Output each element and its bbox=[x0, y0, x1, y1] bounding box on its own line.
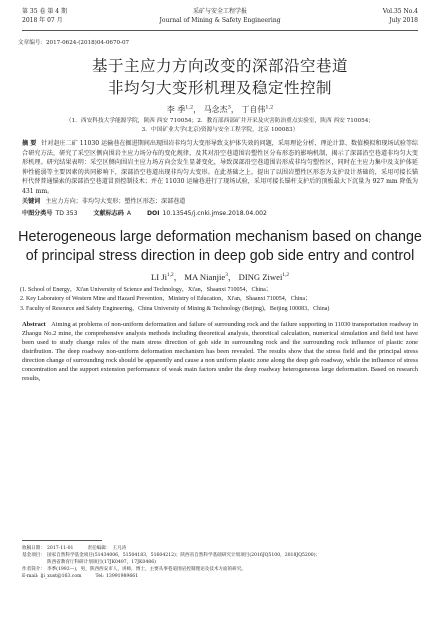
clc-number: 中图分类号 TD 353 bbox=[22, 210, 78, 218]
title-cn-line-1: 基于主应力方向改变的深部沿空巷道 bbox=[91, 57, 348, 75]
author-tel: 13991989661 bbox=[105, 574, 139, 580]
abstract-en-text: Aiming at problems of non-uniform deformation and failure of surrounding rock and the failure supporting in 11030 transportation roadway in Zhaogu No.2 mine, the comprehensive analysis methods including theoretical analysis, theoretical calculation, numerical simulation and field test have been used to study change rules of the main stress direction of gob side in surrounding rock and the surrounding rock influence of plastic zone distribution. The deep roadway non-uniform deformation mechanism has been revealed. The results show that the stress field and the principal stress direction change of surrounding rock should be apparently and cause a non uniform plastic zone along the deep gob roadway, while the influence of stress concentration and the support extension performance of weak main factors under the deep roadway heterogeneous large deformation. Based on research results, bbox=[22, 320, 418, 383]
header-rule bbox=[22, 30, 418, 31]
footnote-fund: 基金项目： 国家自然科学基金项目(51434006，51504183，51604212)；陕西省自然科学基础研究计划项目(2016JQ5100，2018JQ5200)； 陕西省教育厅科研计划项目(17JK0497，17JK0486) bbox=[22, 553, 321, 566]
classification-row bbox=[22, 208, 418, 218]
journal-name-en: Journal of Mining & Safety Engineering bbox=[159, 16, 281, 24]
date-cn: 2018 年 07 月 bbox=[22, 16, 63, 24]
keywords-cn bbox=[22, 197, 418, 207]
title-en-line-2: of principal stress direction in deep gob side entry and control bbox=[25, 248, 415, 265]
title-cn-line-2: 非均匀大变形机理及稳定性控制 bbox=[107, 79, 332, 97]
title-en bbox=[18, 228, 422, 266]
journal-name-cn: 采矿与安全工程学报 bbox=[192, 8, 247, 15]
running-header bbox=[12, 0, 428, 34]
author-en: DING Ziwei$^{1,2}$ bbox=[238, 272, 290, 283]
author-bio: 李季(1992—)，男，陕西西安市人，讲师，博士，主要从事巷道围岩控制理论及技术方面的研究。 bbox=[46, 567, 247, 573]
affiliation-en-line: 2. Key Laboratory of Western Mine and Hazard Prevention，Ministry of Education，Xi'an，Shaanxi 710054，China； bbox=[20, 296, 312, 303]
volume-en: Vol.35 No.4 bbox=[382, 8, 418, 15]
footnote-bio: 作者简介： 李季(1992—)，男，陕西西安市人，讲师，博士，主要从事巷道围岩控制理论及技术方面的研究。 bbox=[22, 567, 247, 573]
doi: DOI 10.13545/j.cnki.jmse.2018.04.002 bbox=[146, 210, 267, 218]
abstract-en-label: Abstract bbox=[22, 320, 46, 328]
article-id: 文章编号：2017-0624-(2018)04-0670-07 bbox=[18, 40, 130, 46]
abstract-cn-label: 摘 要 bbox=[22, 140, 37, 147]
header-center bbox=[12, 8, 428, 25]
author-cn: 李 季$^{1,2}$ bbox=[166, 104, 194, 114]
affiliations-cn bbox=[12, 117, 428, 134]
title-cn bbox=[12, 55, 428, 99]
abstract-en bbox=[22, 320, 418, 384]
keywords-cn-text: 主应力方向；非均匀大变形；塑性区形态；深部巷道 bbox=[45, 197, 186, 205]
author-cn: 马念杰$^3$ bbox=[203, 104, 231, 114]
footnote-dates: 收稿日期： 2017-11-01 责任编辑： 王凡涛 bbox=[22, 546, 127, 551]
date-en: July 2018 bbox=[389, 16, 418, 24]
footnote-rule bbox=[22, 540, 102, 541]
title-en-line-1: Heterogeneous large deformation mechanism based on change bbox=[18, 229, 422, 246]
footnotes bbox=[22, 545, 418, 580]
author-en: LI Ji$^{1,2}$ bbox=[150, 272, 174, 283]
volume-cn: 第 35 卷 第 4 期 bbox=[22, 8, 67, 15]
document-code: 文献标志码 A bbox=[93, 210, 132, 218]
affiliation-cn-line: （1．西安科技大学能源学院，陕西 西安 710054；2．教育部西部矿井开采及灾害防治重点实验室，陕西 西安 710054； bbox=[65, 118, 375, 124]
abstract-cn bbox=[22, 139, 418, 197]
footnote-contact: E-mail: lji_xust@163.com Tel: 13991989661 bbox=[22, 574, 139, 580]
fund-projects: 国家自然科学基金项目(51434006，51504183，51604212)；陕西省自然科学基础研究计划项目(2016JQ5100，2018JQ5200)； 陕西省教育厅科研计划项目(17JK0497，17JK0486) bbox=[46, 553, 321, 566]
header-right bbox=[383, 8, 418, 25]
keywords-cn-label: 关键词 bbox=[22, 197, 41, 205]
authors-cn: 李 季$^{1,2}$， 马念杰$^3$， 丁自伟$^{1,2}$ bbox=[166, 104, 274, 114]
affiliation-cn-line: 3．中国矿业大学(北京)资源与安全工程学院，北京 100083） bbox=[141, 126, 299, 133]
affiliation-en-line: (1. School of Energy，Xi'an University of Science and Technology，Xi'an，Shaanxi 710054，China； bbox=[20, 287, 272, 294]
affiliations-en bbox=[20, 286, 420, 314]
affiliation-en-line: 3. Faculty of Resource and Safety Engineering，China University of Mining & Technology (Beijing)，Beijing 100083，China) bbox=[20, 305, 330, 312]
received-date: 2017-11-01 bbox=[46, 546, 74, 551]
author-cn: 丁自伟$^{1,2}$ bbox=[241, 104, 274, 114]
responsible-editor: 王凡涛 bbox=[112, 546, 127, 551]
author-email: lji_xust@163.com bbox=[40, 574, 82, 580]
author-en: MA Nianjie$^3$ bbox=[184, 272, 228, 283]
abstract-cn-text: 针对赵庄二矿 11030 运输巷在掘进期间出现围岩非均匀大变形导致支护体失效的问题，采用理论分析、理论计算、数值模拟和现场试验等综合研究方法，研究了采空区侧向围岩主应力场分布的变化规律，及其对沿空巷道围岩塑性区分布形态的影响机制，揭示了深部沿空巷道非均匀大变形机理。研究结果表明：采空区侧向围岩主应力场方向会发生显著变化，导致深部沿空巷道围岩形成非均匀塑性区，同时在主应力集中及支护体延伸性能弱等主要因素的共同影响下，深部沿空巷道出现非均匀大变形。在此基础之上，提出了以围岩塑性区形态为支护设计基础的，采用可接长锚杆代替普通锚索的深部沿空巷道冒顶控制技术；并在 11030 运输巷进行了现场试验，采用可接长锚杆支护后的顶板最大下沉量为 927 mm 降低为 431 mm。 bbox=[22, 140, 419, 195]
authors-en: LI Ji$^{1,2}$， MA Nianjie$^3$， DING Ziwei$^{1,2}$ bbox=[150, 272, 290, 283]
